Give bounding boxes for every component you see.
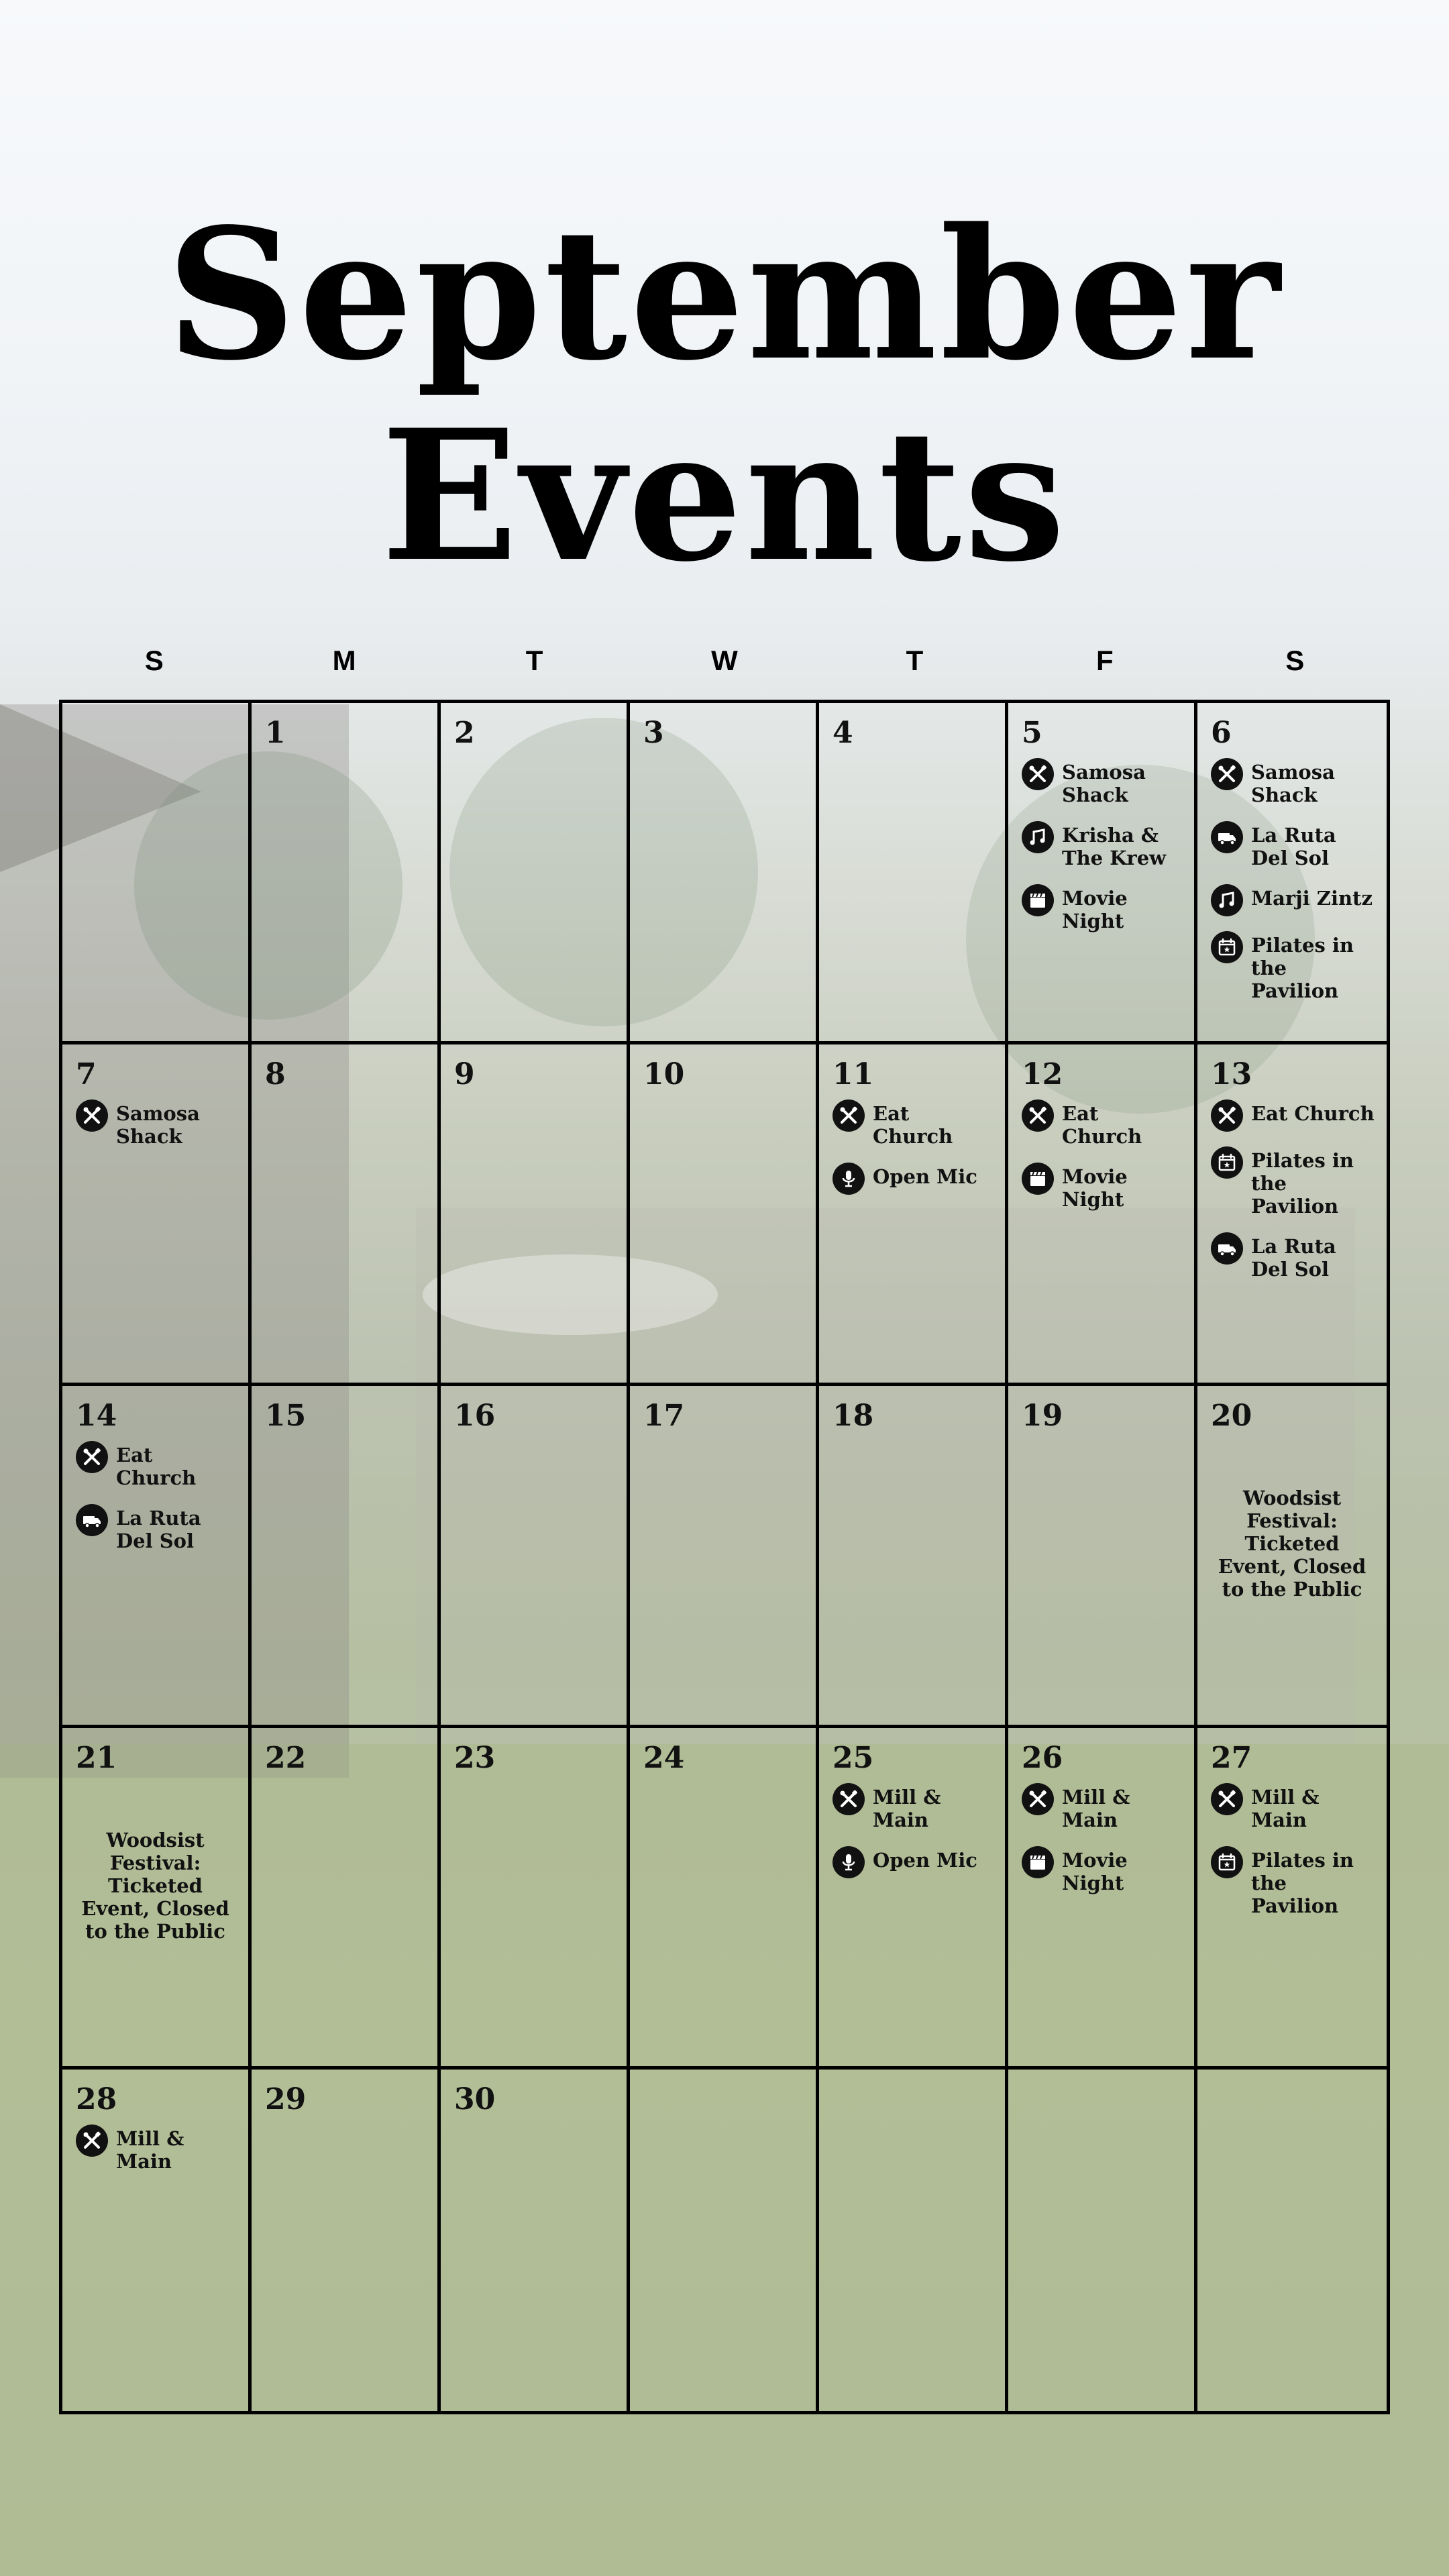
event-label: Movie Night — [1062, 887, 1128, 932]
event-label: La Ruta Del Sol — [116, 1507, 201, 1553]
event-item — [1022, 1099, 1182, 1148]
fork-knife-icon — [1022, 1783, 1054, 1815]
calendar-cell-28 — [62, 2070, 252, 2411]
fork-knife-icon — [1211, 1099, 1243, 1132]
day-number: 4 — [833, 716, 853, 750]
clapperboard-icon — [1022, 884, 1054, 916]
fork-knife-icon — [76, 1099, 108, 1132]
calendar-cell-27 — [1197, 1728, 1387, 2070]
event-item — [1022, 1846, 1182, 1894]
weekday-tue: T — [525, 645, 543, 676]
calendar-cell-23 — [441, 1728, 630, 2070]
calendar-cell-24 — [630, 1728, 819, 2070]
event-label: Marji Zintz — [1251, 887, 1373, 910]
calendar-cell-empty — [1008, 2070, 1197, 2411]
event-item — [76, 1504, 236, 1552]
event-item — [76, 2125, 236, 2173]
day-number: 3 — [643, 716, 664, 750]
event-item — [1211, 931, 1375, 1002]
day-number: 6 — [1211, 716, 1232, 750]
fork-knife-icon — [833, 1099, 865, 1132]
calendar-cell-20 — [1197, 1386, 1387, 1727]
day-number: 22 — [265, 1740, 307, 1775]
weekday-sun: S — [144, 645, 164, 676]
event-item — [833, 1783, 993, 1831]
calendar-cell-empty — [630, 2070, 819, 2411]
microphone-icon — [833, 1846, 865, 1878]
calendar-cell-11 — [819, 1044, 1008, 1386]
event-item — [833, 1846, 993, 1878]
calendar-cell-4 — [819, 703, 1008, 1044]
food-truck-icon — [1211, 821, 1243, 853]
calendar-cell-13 — [1197, 1044, 1387, 1386]
day-number: 1 — [265, 716, 286, 750]
event-item — [1211, 1846, 1375, 1917]
day-number: 26 — [1022, 1740, 1063, 1775]
event-label: La Ruta Del Sol — [1251, 1235, 1336, 1281]
day-number: 21 — [76, 1740, 117, 1775]
fork-knife-icon — [1022, 758, 1054, 790]
day-number: 10 — [643, 1057, 685, 1092]
event-item — [1211, 884, 1375, 916]
calendar-icon — [1211, 1146, 1243, 1179]
calendar-cell-8 — [252, 1044, 441, 1386]
day-number: 18 — [833, 1399, 874, 1434]
event-item — [1211, 758, 1375, 806]
calendar-cell-25 — [819, 1728, 1008, 2070]
event-item — [1211, 1146, 1375, 1218]
calendar-cell-3 — [630, 703, 819, 1044]
calendar-cell-17 — [630, 1386, 819, 1727]
event-label: Pilates in the Pavilion — [1251, 1848, 1354, 1917]
day-number: 23 — [454, 1740, 496, 1775]
day-number: 11 — [833, 1057, 874, 1092]
calendar-cell-26 — [1008, 1728, 1197, 2070]
title-line-2: Events — [380, 390, 1069, 602]
day-number: 17 — [643, 1399, 685, 1434]
calendar-cell-15 — [252, 1386, 441, 1727]
calendar-cell-empty — [819, 2070, 1008, 2411]
fork-knife-icon — [1022, 1099, 1054, 1132]
event-item — [1022, 1163, 1182, 1211]
event-item — [1211, 1232, 1375, 1281]
event-item — [1211, 821, 1375, 869]
calendar-cell-14 — [62, 1386, 252, 1727]
calendar-cell-30 — [441, 2070, 630, 2411]
clapperboard-icon — [1022, 1846, 1054, 1878]
event-label: Mill & Main — [873, 1785, 941, 1831]
event-item — [1022, 758, 1182, 806]
fork-knife-icon — [833, 1783, 865, 1815]
event-item — [1022, 884, 1182, 932]
day-number: 16 — [454, 1399, 496, 1434]
page-title — [0, 189, 1449, 602]
calendar-icon — [1211, 1846, 1243, 1878]
event-label: Krisha & The Krew — [1062, 824, 1167, 869]
day-number: 8 — [265, 1057, 286, 1092]
calendar-cell-7 — [62, 1044, 252, 1386]
event-label: Open Mic — [873, 1165, 977, 1189]
festival-note: Woodsist Festival: Ticketed Event, Closed to the Public — [1218, 1487, 1366, 1601]
event-label: Movie Night — [1062, 1848, 1128, 1894]
day-number: 30 — [454, 2082, 496, 2116]
day-number: 27 — [1211, 1740, 1252, 1775]
event-label: Eat Church — [1062, 1102, 1142, 1148]
calendar-cell-1 — [252, 703, 441, 1044]
event-label: Samosa Shack — [116, 1102, 200, 1148]
fork-knife-icon — [76, 1441, 108, 1473]
clapperboard-icon — [1022, 1163, 1054, 1195]
calendar-cell-empty — [1197, 2070, 1387, 2411]
day-number: 5 — [1022, 716, 1042, 750]
food-truck-icon — [76, 1504, 108, 1536]
event-item — [76, 1099, 236, 1148]
music-note-icon — [1022, 821, 1054, 853]
day-number: 13 — [1211, 1057, 1252, 1092]
calendar-icon — [1211, 931, 1243, 963]
event-label: Mill & Main — [116, 2127, 184, 2173]
fork-knife-icon — [1211, 758, 1243, 790]
day-number: 29 — [265, 2082, 307, 2116]
event-label: Open Mic — [873, 1848, 977, 1872]
fork-knife-icon — [76, 2125, 108, 2157]
calendar-cell-6 — [1197, 703, 1387, 1044]
weekday-fri: F — [1096, 645, 1114, 676]
title-line-1: September — [166, 189, 1283, 400]
event-item — [833, 1163, 993, 1195]
event-label: Eat Church — [1251, 1102, 1375, 1126]
weekday-mon: M — [332, 645, 356, 676]
calendar-cell-12 — [1008, 1044, 1197, 1386]
event-item — [1022, 1783, 1182, 1831]
event-item — [833, 1099, 993, 1148]
event-item — [1022, 821, 1182, 869]
microphone-icon — [833, 1163, 865, 1195]
calendar-cell-29 — [252, 2070, 441, 2411]
calendar-cell-9 — [441, 1044, 630, 1386]
day-number: 7 — [76, 1057, 97, 1092]
event-item — [76, 1441, 236, 1489]
day-number: 24 — [643, 1740, 685, 1775]
music-note-icon — [1211, 884, 1243, 916]
event-label: Mill & Main — [1062, 1785, 1130, 1831]
event-label: Pilates in the Pavilion — [1251, 934, 1354, 1002]
day-number: 25 — [833, 1740, 874, 1775]
calendar-cell-21 — [62, 1728, 252, 2070]
weekday-header — [59, 641, 1390, 681]
calendar-cell-5 — [1008, 703, 1197, 1044]
weekday-wed: W — [711, 645, 738, 676]
weekday-sat: S — [1285, 645, 1305, 676]
calendar-cell-18 — [819, 1386, 1008, 1727]
event-item — [1211, 1099, 1375, 1132]
festival-note: Woodsist Festival: Ticketed Event, Closed to the Public — [81, 1828, 229, 1943]
calendar-cell-empty — [62, 703, 252, 1044]
event-label: Eat Church — [116, 1444, 197, 1490]
event-label: Movie Night — [1062, 1165, 1128, 1212]
calendar-cell-19 — [1008, 1386, 1197, 1727]
weekday-thu: T — [906, 645, 924, 676]
day-number: 19 — [1022, 1399, 1063, 1434]
day-number: 20 — [1211, 1399, 1252, 1434]
event-label: Eat Church — [873, 1102, 953, 1148]
event-item — [1211, 1783, 1375, 1831]
calendar-cell-2 — [441, 703, 630, 1044]
calendar-grid — [59, 700, 1390, 2414]
fork-knife-icon — [1211, 1783, 1243, 1815]
event-label: Samosa Shack — [1251, 761, 1335, 806]
calendar-cell-22 — [252, 1728, 441, 2070]
food-truck-icon — [1211, 1232, 1243, 1265]
day-number: 2 — [454, 716, 475, 750]
day-number: 15 — [265, 1399, 307, 1434]
day-number: 28 — [76, 2082, 117, 2116]
day-number: 14 — [76, 1399, 117, 1434]
day-number: 12 — [1022, 1057, 1063, 1092]
event-label: Samosa Shack — [1062, 761, 1146, 806]
event-label: La Ruta Del Sol — [1251, 824, 1336, 869]
calendar-cell-16 — [441, 1386, 630, 1727]
event-label: Mill & Main — [1251, 1785, 1320, 1831]
event-label: Pilates in the Pavilion — [1251, 1149, 1354, 1218]
calendar-cell-10 — [630, 1044, 819, 1386]
day-number: 9 — [454, 1057, 475, 1092]
